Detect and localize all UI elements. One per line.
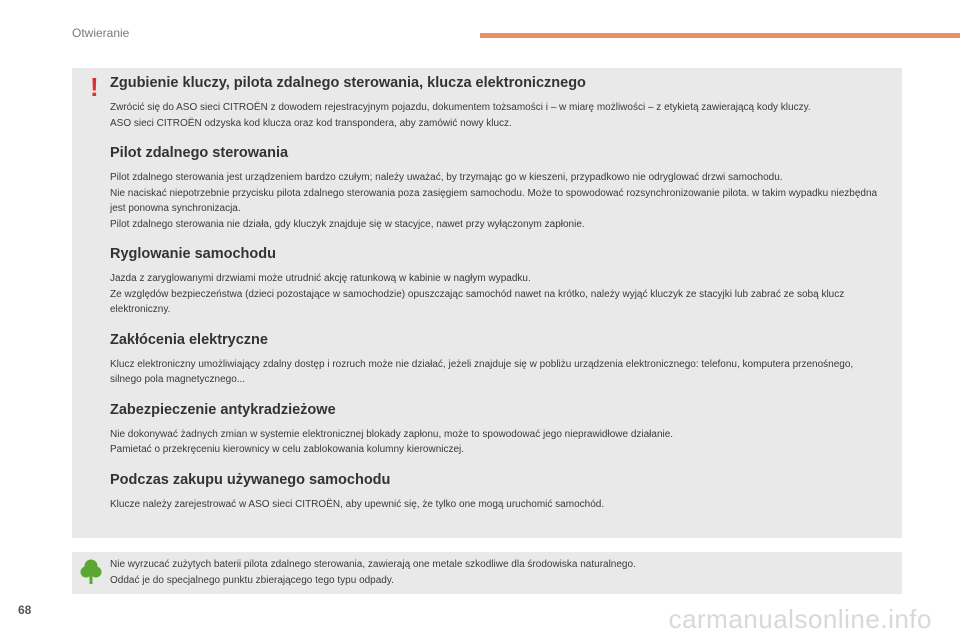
section-lost-keys: [110, 74, 885, 131]
section-locking: [110, 245, 885, 318]
warning-box: [72, 68, 902, 538]
section-heading: Pilot zdalnego sterowania: [110, 145, 289, 161]
section-interference: [110, 331, 885, 388]
page-number: 68: [18, 603, 32, 617]
section-heading: Podczas zakupu używanego samochodu: [110, 471, 391, 488]
section-title: Otwieranie: [72, 26, 130, 40]
header-accent-bar: [480, 33, 960, 38]
section-text: Pilot zdalnego sterowania jest urządzeniem bardzo czułym; należy uważać, by trzymając go w kieszeni, przypadkowo nie odryglować drzwi samochodu. Nie naciskać niepotrzebnie przycisku pilota zdalnego sterowania poza zasięgiem samochodu. Może to spowodować rozsynchronizowanie pilota. w takim wypadku niezbędna jest ponowna synchronizacja. Pilot zdalnego sterowania nie działa, gdy kluczyk znajduje się w stacyjce, nawet przy wyłączonym zapłonie.: [110, 172, 878, 230]
section-text: Zwrócić się do ASO sieci CITROËN z dowodem rejestracyjnym pojazdu, dokumentem tożsamości i – w miarę możliwości – z etykietą zawierającą kody kluczy. ASO sieci CITROËN odzyska kod klucza oraz kod transpondera, aby zamówić nowy klucz.: [110, 102, 811, 129]
tree-icon: [80, 558, 102, 586]
section-remote: [110, 144, 885, 232]
section-heading: Ryglowanie samochodu: [110, 246, 276, 262]
section-text: Jazda z zaryglowanymi drzwiami może utrudnić akcję ratunkową w kabinie w nagłym wypadku. Ze względów bezpieczeństwa (dzieci pozostające w samochodzie) opuszczając samochód nawet na krótko, należy wyjąć kluczyk ze stacyjki lub zabrać ze sobą klucz elektroniczny.: [110, 273, 845, 315]
section-used-car: [110, 471, 885, 513]
watermark: carmanualsonline.info: [668, 604, 932, 634]
exclamation-icon: !: [90, 72, 99, 102]
section-antitheft: [110, 401, 885, 458]
section-text: Nie dokonywać żadnych zmian w systemie elektronicznej blokady zapłonu, może to spowodować jego nieprawidłowe działanie. Pamietać o przekręceniu kierownicy w celu zablokowania kolumny kierowniczej.: [110, 428, 674, 455]
section-heading: Zakłócenia elektryczne: [110, 331, 268, 348]
section-heading: Zgubienie kluczy, pilota zdalnego sterowania, klucza elektronicznego: [110, 75, 586, 91]
section-text: Klucze należy zarejestrować w ASO sieci CITROËN, aby upewnić się, że tylko one mogą uruchomić samochód.: [110, 498, 605, 510]
eco-box: [72, 552, 902, 594]
section-heading: Zabezpieczenie antykradzieżowe: [110, 401, 336, 418]
eco-text: Nie wyrzucać zużytych baterii pilota zdalnego sterowania, zawierają one metale szkodliwe dla środowiska naturalnego. Oddać je do specjalnego punktu zbierającego tego typu odpady.: [110, 559, 636, 586]
warning-content: [110, 74, 885, 525]
section-text: Klucz elektroniczny umożliwiający zdalny dostęp i rozruch może nie działać, jeżeli znajduje się w pobliżu urządzenia elektronicznego: telefonu, komputera przenośnego, silnego pola magnetycznego...: [110, 358, 854, 385]
